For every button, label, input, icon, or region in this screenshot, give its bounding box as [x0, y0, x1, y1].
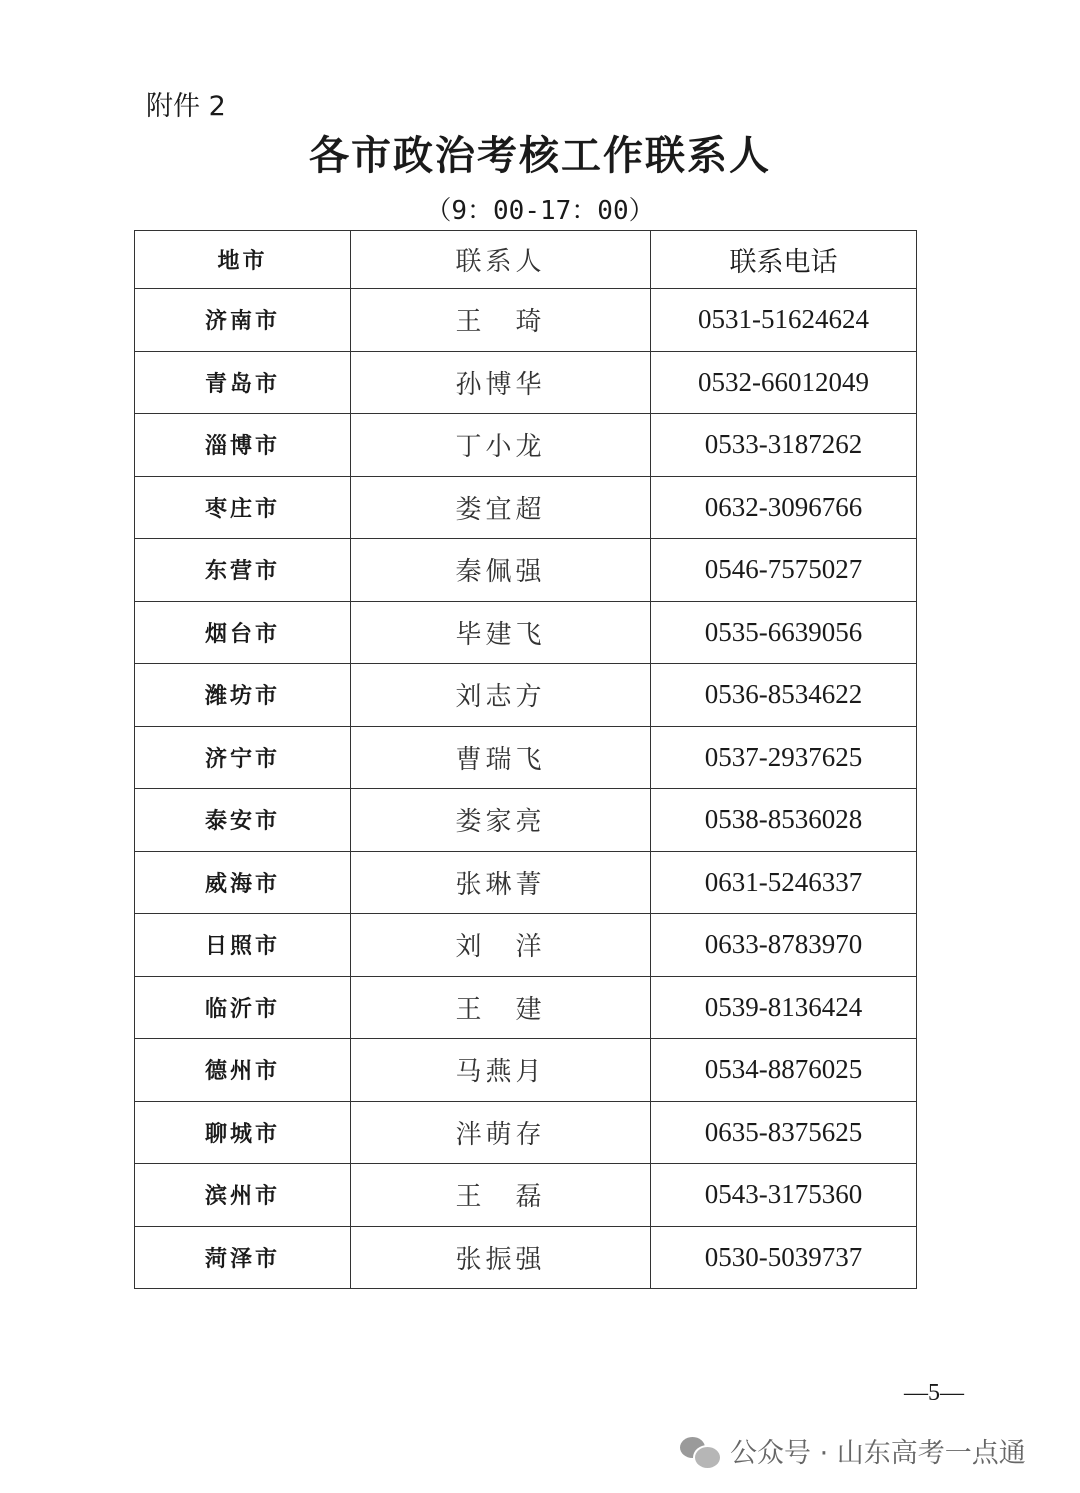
table-row: [135, 601, 917, 664]
phone-cell: 0635-8375625: [651, 1101, 917, 1164]
table-row: [135, 1226, 917, 1289]
table-row: [135, 976, 917, 1039]
contact-cell: 王 建: [351, 976, 651, 1039]
phone-cell: 0535-6639056: [651, 601, 917, 664]
table-row: [135, 1164, 917, 1227]
account-name: 公众号 · 山东高考一点通: [730, 1438, 1026, 1469]
attachment-label: 附件 2: [146, 91, 226, 122]
phone-cell: 0532-66012049: [651, 351, 917, 414]
city-cell: 威海市: [135, 851, 351, 914]
contact-cell: 马燕月: [351, 1039, 651, 1102]
city-cell: 烟台市: [135, 601, 351, 664]
table-row: [135, 289, 917, 352]
phone-cell: 0536-8534622: [651, 664, 917, 727]
phone-cell: 0539-8136424: [651, 976, 917, 1039]
phone-cell: 0537-2937625: [651, 726, 917, 789]
city-cell: 滨州市: [135, 1164, 351, 1227]
city-cell: 淄博市: [135, 414, 351, 477]
phone-cell: 0632-3096766: [651, 476, 917, 539]
table-row: [135, 851, 917, 914]
phone-cell: 0533-3187262: [651, 414, 917, 477]
contact-cell: 孙博华: [351, 351, 651, 414]
table-header-row: [135, 231, 917, 289]
contact-cell: 张振强: [351, 1226, 651, 1289]
phone-cell: 0534-8876025: [651, 1039, 917, 1102]
city-cell: 聊城市: [135, 1101, 351, 1164]
table-row: [135, 414, 917, 477]
column-header-city: 地市: [135, 231, 351, 289]
phone-cell: 0538-8536028: [651, 789, 917, 852]
table-row: [135, 664, 917, 727]
contact-cell: 毕建飞: [351, 601, 651, 664]
city-cell: 泰安市: [135, 789, 351, 852]
phone-cell: 0546-7575027: [651, 539, 917, 602]
phone-cell: 0633-8783970: [651, 914, 917, 977]
contact-cell: 张琳菁: [351, 851, 651, 914]
contact-cell: 秦佩强: [351, 539, 651, 602]
contacts-table: [134, 230, 917, 1289]
page-title: 各市政治考核工作联系人: [309, 132, 771, 179]
table-row: [135, 1101, 917, 1164]
wechat-icon: [680, 1435, 720, 1467]
table-row: [135, 914, 917, 977]
city-cell: 临沂市: [135, 976, 351, 1039]
city-cell: 济宁市: [135, 726, 351, 789]
city-cell: 枣庄市: [135, 476, 351, 539]
contact-cell: 丁小龙: [351, 414, 651, 477]
phone-cell: 0543-3175360: [651, 1164, 917, 1227]
phone-cell: 0530-5039737: [651, 1226, 917, 1289]
contact-cell: 王 琦: [351, 289, 651, 352]
office-hours: （9：00-17：00）: [425, 196, 655, 226]
city-cell: 德州市: [135, 1039, 351, 1102]
city-cell: 青岛市: [135, 351, 351, 414]
contact-cell: 娄宜超: [351, 476, 651, 539]
contact-cell: 刘 洋: [351, 914, 651, 977]
table-row: [135, 539, 917, 602]
table-row: [135, 351, 917, 414]
column-header-phone: 联系电话: [651, 231, 917, 289]
city-cell: 日照市: [135, 914, 351, 977]
table-row: [135, 726, 917, 789]
city-cell: 济南市: [135, 289, 351, 352]
table-row: [135, 476, 917, 539]
page-number: —5—: [904, 1380, 964, 1406]
table-row: [135, 1039, 917, 1102]
contact-cell: 刘志方: [351, 664, 651, 727]
column-header-contact: 联系人: [351, 231, 651, 289]
phone-cell: 0631-5246337: [651, 851, 917, 914]
city-cell: 东营市: [135, 539, 351, 602]
contact-cell: 泮萌存: [351, 1101, 651, 1164]
phone-cell: 0531-51624624: [651, 289, 917, 352]
city-cell: 菏泽市: [135, 1226, 351, 1289]
city-cell: 潍坊市: [135, 664, 351, 727]
contact-cell: 王 磊: [351, 1164, 651, 1227]
contact-cell: 娄家亮: [351, 789, 651, 852]
contact-cell: 曹瑞飞: [351, 726, 651, 789]
wechat-account-footer: [680, 1431, 1026, 1470]
table-row: [135, 789, 917, 852]
